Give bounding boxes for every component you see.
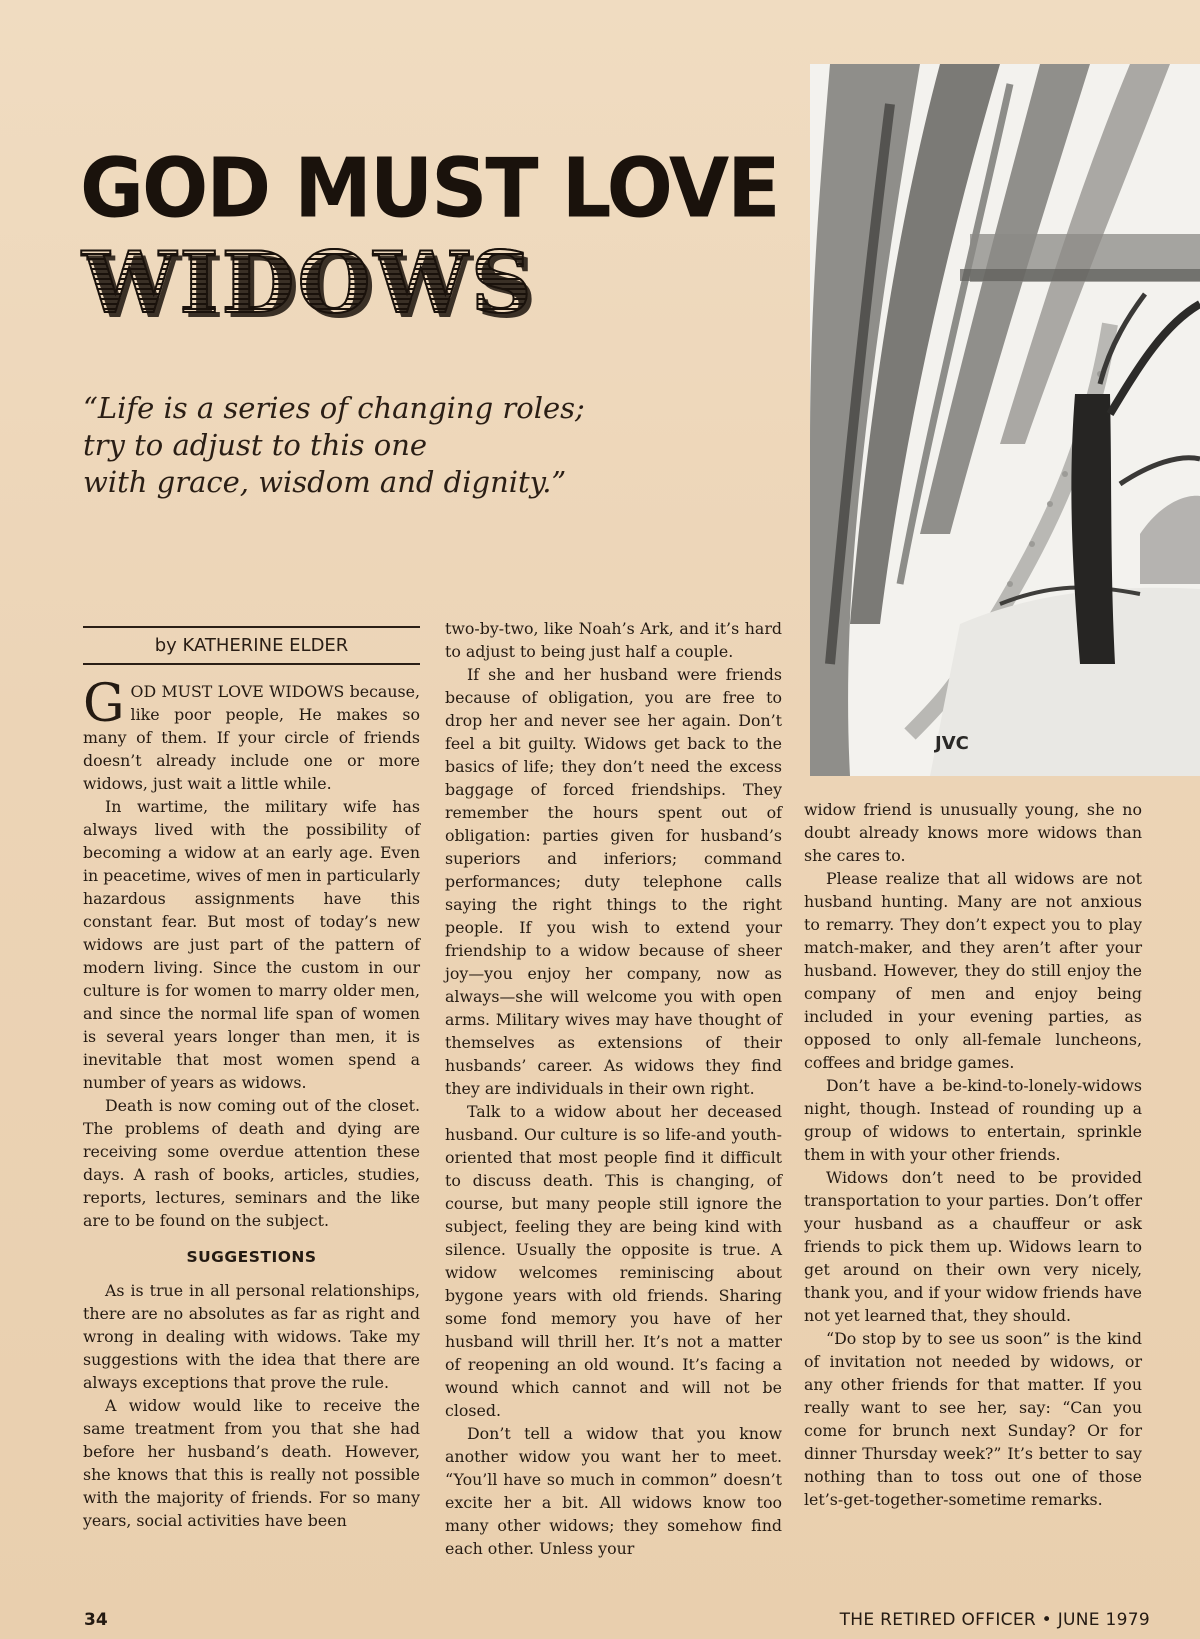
drop-cap: G (83, 674, 125, 734)
pull-quote-line3: with grace, wisdom and dignity.” (83, 465, 567, 499)
article-column-1 (83, 674, 420, 1532)
paragraph: Death is now coming out of the closet. The problems of death and dying are receiving some overdue attention these days. A rash of books, articles, studies, reports, lectures, seminars and the like are to be found on the subject. (83, 1096, 420, 1230)
section-heading: SUGGESTIONS (186, 1248, 317, 1266)
pull-quote-line2: try to adjust to this one (83, 428, 428, 462)
article-title-line1: GOD MUST LOVE (80, 141, 779, 237)
paragraph: Please realize that all widows are not husband hunting. Many are not anxious to remarry. They don’t expect you to play match-maker, and they aren’t after your husband. However, they do still enjoy the company of men and enjoy being included in your evening parties, as opposed to only all-female luncheons, coffees and bridge games. (804, 869, 1142, 1072)
paragraph: In wartime, the military wife has always lived with the possibility of becoming a widow at an early age. Even in peacetime, wives of men in particularly hazardous assignments have this constant fear. But most of today’s new widows are just part of the pattern of modern living. Since the custom in our culture is for women to marry older men, and since the normal life span of women is several years longer than men, it is inevitable that most women spend a number of years as widows. (83, 797, 420, 1092)
paragraph: two-by-two, like Noah’s Ark, and it’s hard to adjust to being just half a couple. (445, 619, 782, 661)
article-title-line2: WIDOWS (82, 242, 732, 320)
article-column-3 (804, 798, 1142, 1511)
window-curtain-tree-illustration (810, 64, 1200, 776)
paragraph: If she and her husband were friends because of obligation, you are free to drop her and never see her again. Don’t feel a bit guilty. Widows get back to the basics of life; they don’t need the excess baggage of forced friendships. They remember the hours spent out of obligation: parties given for husband’s superiors and inferiors; command performances; duty telephone calls saying the right things to the right people. If you wish to extend your friendship to a widow because of sheer joy—you enjoy her company, now as always—she will welcome you with open arms. Military wives may have thought of themselves as extensions of their husbands’ career. As widows they find they are individuals in their own right. (445, 665, 782, 1098)
page-number: 34 (84, 1610, 108, 1630)
paragraph: Don’t have a be-kind-to-lonely-widows night, though. Instead of rounding up a group of widows to entertain, sprinkle them in with your other friends. (804, 1076, 1142, 1164)
pull-quote (83, 390, 703, 501)
paragraph: Widows don’t need to be provided transportation to your parties. Don’t offer your husband as a chauffeur or ask friends to pick them up. Widows learn to get around on their own very nicely, thank you, and if your widow friends have not yet learned that, they should. (804, 1168, 1142, 1325)
watercolor-illustration (810, 64, 1200, 776)
paragraph (83, 674, 420, 795)
paragraph: “Do stop by to see us soon” is the kind of invitation not needed by widows, or any other friends for that matter. If you really want to see her, say: “Can you come for brunch next Sunday? Or for dinner Thursday week?” It’s better to say nothing than to toss out one of those let’s-get-together-sometime remarks. (804, 1329, 1142, 1509)
publication-footer: THE RETIRED OFFICER • JUNE 1979 (839, 1610, 1150, 1630)
byline-rule-bottom (83, 663, 420, 665)
article-column-2 (445, 617, 782, 1560)
byline: by KATHERINE ELDER (154, 635, 349, 656)
pull-quote-line1: “Life is a series of changing roles; (83, 391, 585, 425)
paragraph: Talk to a widow about her deceased husband. Our culture is so life-and youth-oriented that most people find it difficult to discuss death. This is changing, of course, but many people still ignore the subject, feeling they are being kind with silence. Usually the opposite is true. A widow welcomes reminiscing about bygone years with old friends. Sharing some fond memory you have of her husband will thrill her. It’s not a matter of reopening an old wound. It’s facing a wound which cannot and will not be closed. (445, 1102, 782, 1420)
paragraph-text: OD MUST LOVE WIDOWS because, like poor people, He makes so many of them. If your circle of friends doesn’t already include one or more widows, just wait a little while. (83, 682, 420, 793)
byline-rule-top (83, 626, 420, 628)
artist-signature: JVC (935, 733, 969, 754)
paragraph: As is true in all personal relationships, there are no absolutes as far as right and wrong in dealing with widows. Take my suggestions with the idea that there are always exceptions that prove the rule. (83, 1281, 420, 1392)
paragraph: Don’t tell a widow that you know another widow you want her to meet. “You’ll have so much in common” doesn’t excite her a bit. All widows know too many other widows; they somehow find each other. Unless your (445, 1424, 782, 1558)
paragraph: widow friend is unusually young, she no doubt already knows more widows than she cares to. (804, 800, 1142, 865)
paragraph: A widow would like to receive the same treatment from you that she had before her husband’s death. However, she knows that this is really not possible with the majority of friends. For so many years, social activities have been (83, 1396, 420, 1530)
